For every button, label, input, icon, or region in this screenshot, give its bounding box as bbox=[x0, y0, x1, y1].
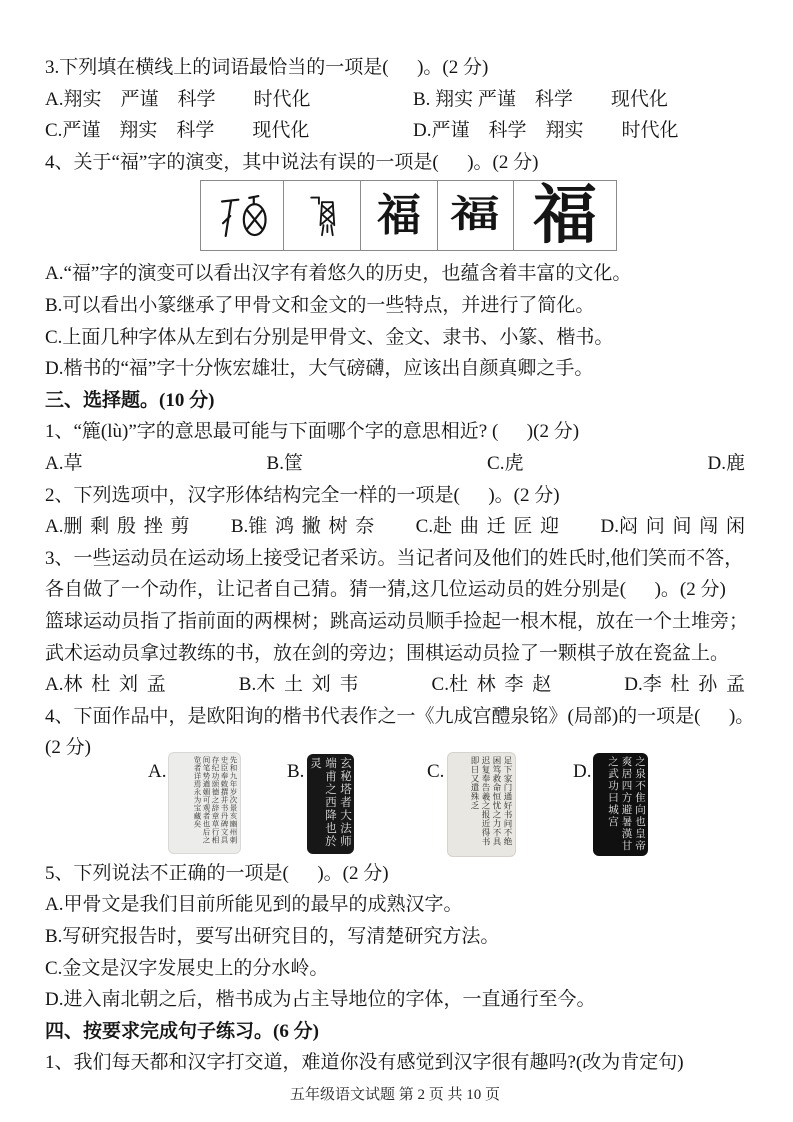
artwork-c-glyphs: 足下家门通好书问不绝困笃救命恒忧之力不具迟复奉告羲之报近得书即日又遣殊乏 bbox=[470, 755, 513, 846]
s3-q1-stem: 1、“簏(lù)”字的意思最可能与下面哪个字的意思相近? ( )(2 分) bbox=[45, 421, 580, 443]
q3-words-options-ab bbox=[45, 84, 745, 116]
s3-q2-option-c: C.赴 曲 迁 匠 迎 bbox=[415, 516, 560, 538]
q3-words-stem: 3.下列填在横线上的词语最恰当的一项是( )。(2 分) bbox=[45, 57, 489, 78]
bronze-fu-icon bbox=[299, 185, 345, 247]
s3-q2-option-d: D.闷 问 间 闯 闲 bbox=[600, 516, 745, 538]
artwork-c-calligraphy-image bbox=[447, 752, 516, 857]
q4-fu-option-c: C.上面几种字体从左到右分别是甲骨文、金文、隶书、小篆、楷书。 bbox=[45, 326, 614, 348]
s3-q5-option-d: D.进入南北朝之后，楷书成为占主导地位的字体，一直通行至今。 bbox=[45, 989, 596, 1011]
fu-regular-glyph: 福 bbox=[533, 181, 597, 251]
artwork-b-glyphs: 玄秘塔者大法师端甫之西降也於灵 bbox=[309, 756, 351, 848]
section4-title: 四、按要求完成句子练习。(6 分) bbox=[45, 1020, 319, 1042]
fu-oracle-cell bbox=[201, 181, 284, 250]
s3-q5-option-a: A.甲骨文是我们目前所能见到的最早的成熟汉字。 bbox=[45, 894, 463, 916]
s3-q1-option-a: A.草 bbox=[45, 452, 83, 474]
s3-q3-option-d: D.李 杜 孙 孟 bbox=[624, 674, 745, 696]
q4-fu-option-b: B.可以看出小篆继承了甲骨文和金文的一些特点，并进行了简化。 bbox=[45, 294, 595, 316]
artwork-a-calligraphy-image bbox=[168, 752, 241, 854]
page-footer: 五年级语文试题 第 2 页 共 10 页 bbox=[289, 1087, 500, 1104]
s3-q2-stem: 2、下列选项中，汉字形体结构完全一样的一项是( )。(2 分) bbox=[45, 484, 560, 506]
s4-q1-stem: 1、我们每天都和汉字打交道，难道你没有感觉到汉字很有趣吗?(改为肯定句) bbox=[45, 1052, 684, 1074]
s3-q2-option-a: A.删 剩 殷 挫 剪 bbox=[45, 516, 190, 538]
section3-title: 三、选择题。(10 分) bbox=[45, 389, 215, 411]
s3-q4-stem-line1: 4、下面作品中，是欧阳询的楷书代表作之一《九成宫醴泉铭》(局部)的一项是( )。 bbox=[45, 705, 755, 727]
fu-clerical-glyph: 福 bbox=[450, 195, 501, 236]
s3-q3-line4: 武术运动员拿过教练的书，放在剑的旁边；围棋运动员捡了一颗棋子放在瓷盆上。 bbox=[45, 642, 730, 664]
fu-regular-cell bbox=[514, 181, 616, 250]
oracle-fu-icon bbox=[213, 187, 271, 245]
q4-fu-option-a: A.“福”字的演变可以看出汉字有着悠久的历史，也蕴含着丰富的文化。 bbox=[45, 263, 632, 285]
fu-bronze-cell bbox=[284, 181, 361, 250]
q3-words-options-cd bbox=[45, 115, 745, 147]
fu-seal-cell bbox=[361, 181, 438, 250]
artwork-b-calligraphy-image bbox=[307, 754, 354, 854]
s3-q3-option-b: B.木 土 刘 韦 bbox=[238, 674, 359, 696]
s3-q5-stem: 5、下列说法不正确的一项是( )。(2 分) bbox=[45, 862, 389, 884]
s3-q1-option-b: B.筐 bbox=[266, 452, 303, 474]
artwork-d-glyphs: 之泉不隹向也皇帝爽居四方避暑漢甘之武功曰城宫 bbox=[607, 755, 645, 852]
s3-q2-options bbox=[45, 511, 745, 543]
s3-q3-option-c: C.杜 林 李 赵 bbox=[431, 674, 552, 696]
artwork-d-calligraphy-image bbox=[593, 753, 648, 856]
s3-q3-option-a: A.林 杜 刘 孟 bbox=[45, 674, 166, 696]
s3-q3-line1: 3、一些运动员在运动场上接受记者采访。当记者问及他们的姓氏时,他们笑而不答， bbox=[45, 547, 744, 569]
fu-seal-glyph: 福 bbox=[377, 191, 421, 241]
q3-words-option-d: D.严谨 科学 翔实 时代化 bbox=[413, 120, 679, 142]
s3-q3-options bbox=[45, 669, 745, 701]
s3-q1-options bbox=[45, 448, 745, 480]
artwork-a-label: A. bbox=[148, 760, 167, 782]
s3-q1-option-c: C.虎 bbox=[487, 452, 524, 474]
artwork-b-label: B. bbox=[287, 760, 305, 782]
artwork-d-label: D. bbox=[573, 760, 592, 782]
q4-fu-stem: 4、关于“福”字的演变，其中说法有误的一项是( )。(2 分) bbox=[45, 151, 539, 173]
artwork-c-label: C. bbox=[427, 760, 445, 782]
fu-clerical-cell bbox=[438, 181, 514, 250]
s3-q3-line2: 各自做了一个动作，让记者自己猜。猜一猜,这几位运动员的姓分别是( )。(2 分) bbox=[45, 579, 726, 601]
q3-words-option-b: B. 翔实 严谨 科学 现代化 bbox=[413, 88, 668, 110]
s3-q5-option-b: B.写研究报告时，要写出研究目的，写清楚研究方法。 bbox=[45, 926, 500, 948]
q4-fu-option-d: D.楷书的“福”字十分恢宏雄壮，大气磅礴，应该出自颜真卿之手。 bbox=[45, 358, 594, 380]
s3-q2-option-b: B.锥 鸿 撇 树 奈 bbox=[230, 516, 375, 538]
q3-words-option-a: A.翔实 严谨 科学 时代化 bbox=[45, 88, 311, 110]
s3-q1-option-d: D.鹿 bbox=[707, 452, 745, 474]
s3-q4-stem-line2: (2 分) bbox=[45, 737, 91, 759]
artwork-a-glyphs: 先和九年岁次景亥豳州刺史臣奉敕撰并书丹碑文具存纪功颂德之辞章草行相间笔势遒媚可观者也后之览者详焉永为宝藏矣 bbox=[193, 755, 238, 844]
s3-q5-option-c: C.金文是汉字发展史上的分水岭。 bbox=[45, 957, 329, 979]
s3-q3-line3: 篮球运动员指了指前面的两棵树；跳高运动员顺手捡起一根木棍，放在一个土堆旁； bbox=[45, 610, 749, 632]
fu-evolution-table bbox=[200, 180, 617, 251]
q3-words-option-c: C.严谨 翔实 科学 现代化 bbox=[45, 120, 310, 142]
s3-q4-artworks-row bbox=[45, 752, 745, 856]
